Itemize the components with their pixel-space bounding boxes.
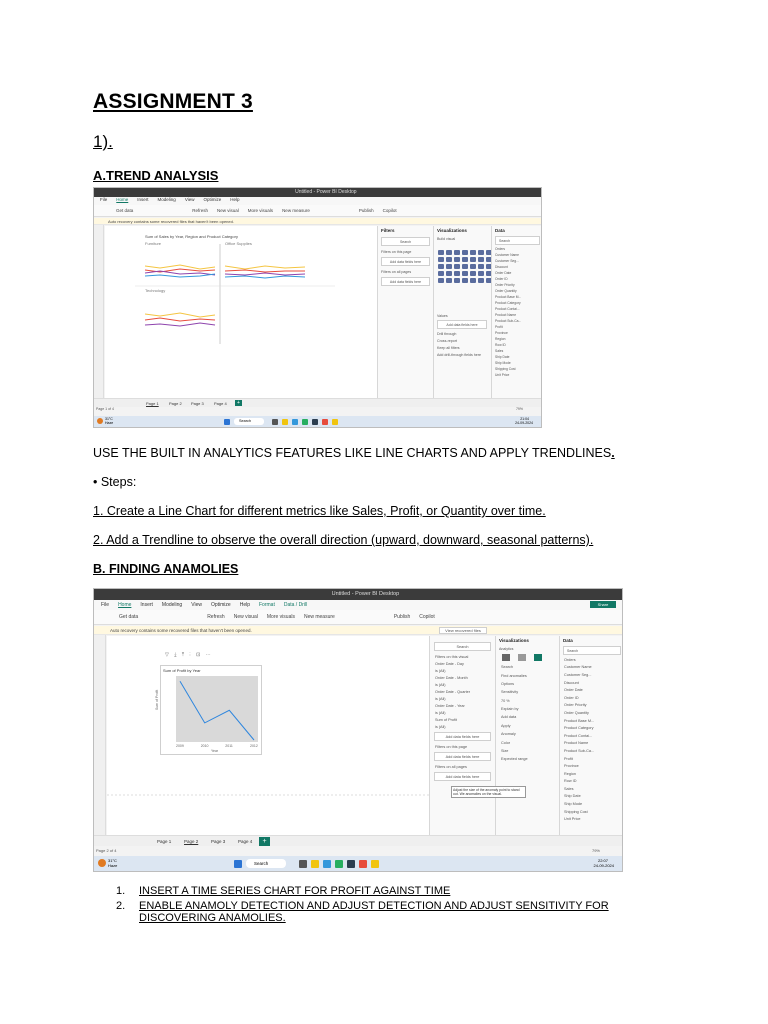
data-field-item[interactable]: Sales xyxy=(495,349,504,353)
panel-technology: Technology xyxy=(145,288,166,293)
tab-page-3[interactable]: Page 3 xyxy=(191,401,204,406)
data-field-item[interactable]: Order Quantity xyxy=(495,289,517,293)
format-icon[interactable] xyxy=(518,654,526,661)
filter-item[interactable]: is (All) xyxy=(435,710,446,715)
drill-through-dropzone[interactable]: Add drill-through fields here xyxy=(437,352,481,357)
publish-button[interactable]: Publish xyxy=(393,614,411,620)
menu-optimize[interactable]: Optimize xyxy=(210,602,231,608)
data-field-item[interactable]: Product Contai... xyxy=(495,307,520,311)
instruction-text xyxy=(93,446,615,460)
window-titlebar xyxy=(94,188,541,197)
app-icon[interactable] xyxy=(347,860,355,868)
step-1: 1. Create a Line Chart for different metrics like Sales, Profit, or Quantity over time. xyxy=(93,504,546,518)
menu-help[interactable]: Help xyxy=(230,197,240,202)
window-title: Untitled - Power BI Desktop xyxy=(331,591,400,597)
tab-page-1[interactable]: Page 1 xyxy=(157,839,172,844)
data-field-item[interactable]: Product Category xyxy=(564,726,594,731)
data-field-item[interactable]: Customer Seg... xyxy=(564,672,592,677)
analytics-option[interactable]: Expected range xyxy=(501,757,528,762)
build-icon[interactable] xyxy=(502,654,510,661)
window-titlebar xyxy=(94,589,622,600)
data-field-item[interactable]: Product Base M... xyxy=(495,295,522,299)
filter-item[interactable]: is (All) xyxy=(435,668,446,673)
data-field-item[interactable]: Orders xyxy=(495,247,506,251)
new-measure-button[interactable]: New measure xyxy=(303,614,335,620)
menu-data-drill[interactable]: Data / Drill xyxy=(283,602,308,608)
data-field-item[interactable]: Row ID xyxy=(564,779,577,784)
chrome-icon[interactable] xyxy=(359,860,367,868)
share-button[interactable]: Share xyxy=(590,601,616,608)
data-title: Data xyxy=(495,228,505,233)
analytics-option[interactable]: Search xyxy=(501,665,514,670)
data-field-item[interactable]: Product Base M... xyxy=(564,718,595,723)
profit-line-visual[interactable] xyxy=(155,665,262,755)
menu-modeling[interactable]: Modeling xyxy=(161,602,183,608)
instruction-end: . xyxy=(611,446,615,460)
publish-button[interactable]: Publish xyxy=(358,208,374,213)
filter-dropzone[interactable]: Search xyxy=(434,642,491,651)
menu-insert[interactable]: Insert xyxy=(137,197,149,202)
anomaly-steps-list xyxy=(116,885,676,927)
app-icon[interactable] xyxy=(272,419,278,425)
data-field-item[interactable]: Discount xyxy=(564,680,579,685)
profit-line-chart xyxy=(161,666,263,756)
data-search[interactable]: Search xyxy=(563,646,621,655)
data-field-item[interactable]: Ship Mode xyxy=(495,361,511,365)
filter-item[interactable]: Filters on this visual xyxy=(435,654,469,659)
filter-item[interactable]: Filters on all pages xyxy=(435,764,467,769)
data-field-item[interactable]: Province xyxy=(495,331,508,335)
view-rail xyxy=(94,225,104,406)
filter-item[interactable]: Order Date - Year xyxy=(435,703,465,708)
recovery-infobar: Auto recovery contains some recovered files that haven't been opened. xyxy=(94,626,622,635)
clock-date: 24-09-2024 xyxy=(593,863,614,868)
analytics-option[interactable]: Explain by xyxy=(501,707,519,712)
add-page-button[interactable]: + xyxy=(259,837,270,846)
list-item xyxy=(116,900,676,924)
data-pane xyxy=(559,636,623,841)
store-icon[interactable] xyxy=(335,860,343,868)
menu-home[interactable]: Home xyxy=(116,197,129,202)
pane-mode-icons[interactable] xyxy=(496,652,559,663)
data-field-item[interactable]: Province xyxy=(564,764,579,769)
visual-header-icons[interactable]: ▽ ⤓ ⤒ ⫶ ⊡ ⋯ xyxy=(165,652,213,658)
weather-desc: Haze xyxy=(108,863,118,868)
y-axis-label: Sum of Profit xyxy=(155,689,159,710)
visualizations-title: Visualizations xyxy=(499,638,529,643)
analytics-option[interactable]: Sensitivity xyxy=(501,690,519,695)
store-icon[interactable] xyxy=(302,419,308,425)
data-field-item[interactable]: Ship Mode xyxy=(564,802,583,807)
tab-page-2[interactable]: Page 2 xyxy=(184,839,199,844)
menu-modeling[interactable]: Modeling xyxy=(157,197,176,202)
visualizations-title: Visualizations xyxy=(437,228,467,233)
tab-page-4[interactable]: Page 4 xyxy=(238,839,253,844)
menu-view[interactable]: View xyxy=(184,197,195,202)
x-tick-label: 2009 xyxy=(176,744,184,748)
filters-pane xyxy=(377,226,433,398)
refresh-button[interactable]: Refresh xyxy=(207,614,225,620)
tab-page-2[interactable]: Page 2 xyxy=(169,401,182,406)
app-icon[interactable] xyxy=(299,860,307,868)
list-item xyxy=(116,885,676,897)
filter-item[interactable]: is (All) xyxy=(435,682,446,687)
analytics-option[interactable]: 70 % xyxy=(501,698,510,703)
analytics-option[interactable]: Find anomalies xyxy=(501,673,527,678)
data-field-item[interactable]: Product Name xyxy=(564,741,589,746)
taskbar-search[interactable]: Search xyxy=(246,859,286,868)
section-b-heading: B. FINDING ANAMOLIES xyxy=(93,562,239,576)
visual-title: Sum of Profit by Year xyxy=(163,668,201,673)
view-recovered-files-button[interactable]: View recovered files xyxy=(439,627,487,634)
edge-icon[interactable] xyxy=(323,860,331,868)
screenshot-finding-anomalies xyxy=(93,588,623,872)
canvas-divider xyxy=(107,794,429,796)
menu-view[interactable]: View xyxy=(191,602,202,608)
list-text: ENABLE ANAMOLY DETECTION AND ADJUST DETECTION AND ADJUST SENSITIVITY FOR DISCOVERING ANAMOLIES. xyxy=(139,900,609,924)
analytics-option[interactable]: Apply xyxy=(501,723,511,728)
data-field-item[interactable]: Shipping Cost xyxy=(564,809,588,814)
menu-file[interactable]: File xyxy=(100,197,108,202)
filter-dropzone[interactable]: Add data fields here xyxy=(434,732,491,741)
report-canvas[interactable] xyxy=(107,636,429,841)
data-field-item[interactable]: Profit xyxy=(495,325,503,329)
get-data-button[interactable]: Get data xyxy=(116,208,134,213)
chrome-icon[interactable] xyxy=(322,419,328,425)
x-tick-label: 2011 xyxy=(225,744,233,748)
tab-page-4[interactable]: Page 4 xyxy=(214,401,227,406)
new-visual-button[interactable]: New visual xyxy=(233,614,258,620)
view-rail xyxy=(94,635,106,842)
file-explorer-icon[interactable] xyxy=(282,419,288,425)
menu-insert[interactable]: Insert xyxy=(140,602,153,608)
page-tabs xyxy=(94,398,541,407)
data-field-item[interactable]: Customer Seg... xyxy=(495,259,519,263)
windows-taskbar xyxy=(94,416,541,427)
menu-format[interactable]: Format xyxy=(259,602,275,608)
analytics-options xyxy=(496,663,559,764)
tab-page-3[interactable]: Page 3 xyxy=(211,839,226,844)
data-field-item[interactable]: Product Category xyxy=(495,301,521,305)
zoom-level: 79% xyxy=(515,407,523,411)
list-number: 1. xyxy=(116,885,126,897)
data-pane xyxy=(491,226,542,398)
panel-furniture: Furniture xyxy=(145,241,162,246)
powerbi-icon[interactable] xyxy=(332,419,338,425)
visualizations-pane xyxy=(433,226,491,398)
step-2: 2. Add a Trendline to observe the overall direction (upward, downward, seasonal patterns). xyxy=(93,533,594,547)
filter-item[interactable]: Order Date - Day xyxy=(435,661,464,666)
analytics-label: Analytics xyxy=(499,646,514,651)
data-field-item[interactable]: Product Sub-Ca... xyxy=(564,748,595,753)
list-number: 2. xyxy=(116,900,126,912)
menu-home[interactable]: Home xyxy=(118,602,132,608)
tab-page-1[interactable]: Page 1 xyxy=(146,401,159,406)
build-visual-label: Build visual xyxy=(437,236,456,241)
data-field-item[interactable]: Unit Price xyxy=(495,373,510,377)
filter-item[interactable]: is (All) xyxy=(435,724,446,729)
cross-report-toggle[interactable]: Cross-report xyxy=(437,338,457,343)
data-field-item[interactable]: Order Date xyxy=(495,271,512,275)
keep-all-filters-toggle[interactable]: Keep all filters xyxy=(437,345,460,350)
data-field-item[interactable]: Product Name xyxy=(495,313,517,317)
weather-icon xyxy=(98,859,106,867)
app-icon[interactable] xyxy=(312,419,318,425)
file-explorer-icon[interactable] xyxy=(311,860,319,868)
page-status: Page 1 of 4 xyxy=(96,407,114,411)
question-number: 1). xyxy=(93,132,113,151)
data-field-item[interactable]: Sales xyxy=(564,786,574,791)
analytics-icon[interactable] xyxy=(534,654,542,661)
values-label: Values xyxy=(437,313,448,318)
data-field-item[interactable]: Product Contai... xyxy=(564,733,593,738)
weather-icon xyxy=(97,418,103,424)
add-page-button[interactable]: + xyxy=(235,400,242,406)
weather-temp: 31°C xyxy=(108,858,117,863)
analytics-option[interactable]: Color xyxy=(501,740,511,745)
data-field-item[interactable]: Unit Price xyxy=(564,817,581,822)
x-tick-label: 2010 xyxy=(200,744,209,748)
instruction-body: USE THE BUILT IN ANALYTICS FEATURES LIKE LINE CHARTS AND APPLY TRENDLINES xyxy=(93,446,612,460)
data-field-list xyxy=(492,246,542,378)
menu-help[interactable]: Help xyxy=(239,602,250,608)
data-field-item[interactable]: Orders xyxy=(564,657,576,662)
filters-all-dropzone[interactable]: Add data fields here xyxy=(381,277,430,286)
page-tabs xyxy=(94,835,622,846)
copilot-button[interactable]: Copilot xyxy=(419,614,435,620)
start-icon[interactable] xyxy=(224,419,230,425)
filter-list xyxy=(430,636,495,781)
visual-type-gallery[interactable] xyxy=(438,250,492,283)
data-field-item[interactable]: Discount xyxy=(495,265,508,269)
panel-office-supplies: Office Supplies xyxy=(225,241,252,246)
menu-bar xyxy=(94,197,541,205)
data-field-item[interactable]: Region xyxy=(564,771,577,776)
ribbon xyxy=(94,610,622,625)
data-field-item[interactable]: Order ID xyxy=(564,695,579,700)
new-measure-button[interactable]: New measure xyxy=(282,208,310,213)
data-field-item[interactable]: Order ID xyxy=(495,277,508,281)
menu-bar xyxy=(94,600,622,610)
x-axis-label: Year xyxy=(211,749,219,753)
analytics-option[interactable]: Options xyxy=(501,681,515,686)
data-field-item[interactable]: Order Priority xyxy=(495,283,515,287)
menu-optimize[interactable]: Optimize xyxy=(203,197,222,202)
document-title: ASSIGNMENT 3 xyxy=(93,90,253,113)
analytics-option[interactable]: Size xyxy=(501,748,509,753)
zoom-level: 79% xyxy=(591,848,600,853)
filter-item[interactable]: Order Date - Quarter xyxy=(435,689,471,694)
new-visual-button[interactable]: New visual xyxy=(217,208,239,213)
filters-on-page-label: Filters on this page xyxy=(381,249,412,254)
data-field-item[interactable]: Region xyxy=(495,337,506,341)
menu-file[interactable]: File xyxy=(101,602,110,608)
clock-date: 24-09-2024 xyxy=(515,421,533,425)
values-dropzone[interactable]: Add data fields here xyxy=(437,320,487,329)
data-field-item[interactable]: Profit xyxy=(564,756,573,761)
edge-icon[interactable] xyxy=(292,419,298,425)
filters-title: Filters xyxy=(381,228,395,233)
data-field-item[interactable]: Customer Name xyxy=(564,665,592,670)
data-search[interactable]: Search xyxy=(495,236,540,245)
taskbar-search[interactable]: Search xyxy=(234,418,264,425)
clock-time: 21:04 xyxy=(520,417,529,421)
filter-item[interactable]: Order Date - Month xyxy=(435,675,468,680)
data-field-item[interactable]: Order Quantity xyxy=(564,710,589,715)
weather-temp: 31°C xyxy=(105,417,113,421)
page-status: Page 2 of 4 xyxy=(96,848,117,853)
report-canvas[interactable] xyxy=(105,226,377,398)
refresh-button[interactable]: Refresh xyxy=(192,208,209,213)
window-title: Untitled - Power BI Desktop xyxy=(295,189,357,195)
filter-item[interactable]: Sum of Profit xyxy=(435,717,457,722)
visual-title: Sum of Sales by Year, Region and Product Category xyxy=(145,234,238,239)
start-icon[interactable] xyxy=(234,860,242,868)
section-a-heading: A.TREND ANALYSIS xyxy=(93,168,219,183)
recovery-infobar: Auto recovery contains some recovered files that haven't been opened. xyxy=(94,218,541,225)
data-field-item[interactable]: Product Sub-Ca... xyxy=(495,319,522,323)
multi-line-chart xyxy=(135,244,335,349)
data-field-item[interactable]: Row ID xyxy=(495,343,506,347)
x-tick-label: 2012 xyxy=(250,744,258,748)
clock-time: 22:07 xyxy=(597,858,608,863)
more-visuals-button[interactable]: More visuals xyxy=(247,208,274,213)
filters-all-pages-label: Filters on all pages xyxy=(381,269,412,274)
data-field-item[interactable]: Order Priority xyxy=(564,703,587,708)
weather-desc: Haze xyxy=(105,421,114,425)
windows-taskbar xyxy=(94,856,622,871)
data-field-item[interactable]: Shipping Cost xyxy=(495,367,516,371)
filter-item[interactable]: Filters on this page xyxy=(435,744,468,749)
list-text: INSERT A TIME SERIES CHART FOR PROFIT AGAINST TIME xyxy=(139,885,451,897)
filters-page-dropzone[interactable]: Add data fields here xyxy=(381,257,430,266)
filter-dropzone[interactable]: Add data fields here xyxy=(434,752,491,761)
filter-item[interactable]: is (All) xyxy=(435,696,446,701)
data-field-item[interactable]: Ship Date xyxy=(564,794,581,799)
tooltip: Adjust the size of the anomaly point to stand out. We anomalies on the visual. xyxy=(451,786,526,798)
data-field-item[interactable]: Order Date xyxy=(564,688,583,693)
steps-label: • Steps: xyxy=(93,475,137,489)
screenshot-trend-analysis xyxy=(93,187,542,428)
data-field-item[interactable]: Customer Name xyxy=(495,253,520,257)
more-visuals-button[interactable]: More visuals xyxy=(266,614,295,620)
copilot-button[interactable]: Copilot xyxy=(382,208,397,213)
data-field-list xyxy=(560,656,623,823)
analytics-option[interactable]: Anomaly xyxy=(501,732,516,737)
analytics-option[interactable]: Add data xyxy=(501,715,517,720)
ribbon xyxy=(94,205,541,217)
data-title: Data xyxy=(563,638,573,643)
data-field-item[interactable]: Ship Date xyxy=(495,355,510,359)
filters-search[interactable]: Search xyxy=(381,237,430,246)
drill-through-label: Drill through xyxy=(437,331,457,336)
filter-dropzone[interactable]: Add data fields here xyxy=(434,772,491,781)
powerbi-icon[interactable] xyxy=(371,860,379,868)
get-data-button[interactable]: Get data xyxy=(119,614,139,620)
filters-pane xyxy=(429,636,495,841)
